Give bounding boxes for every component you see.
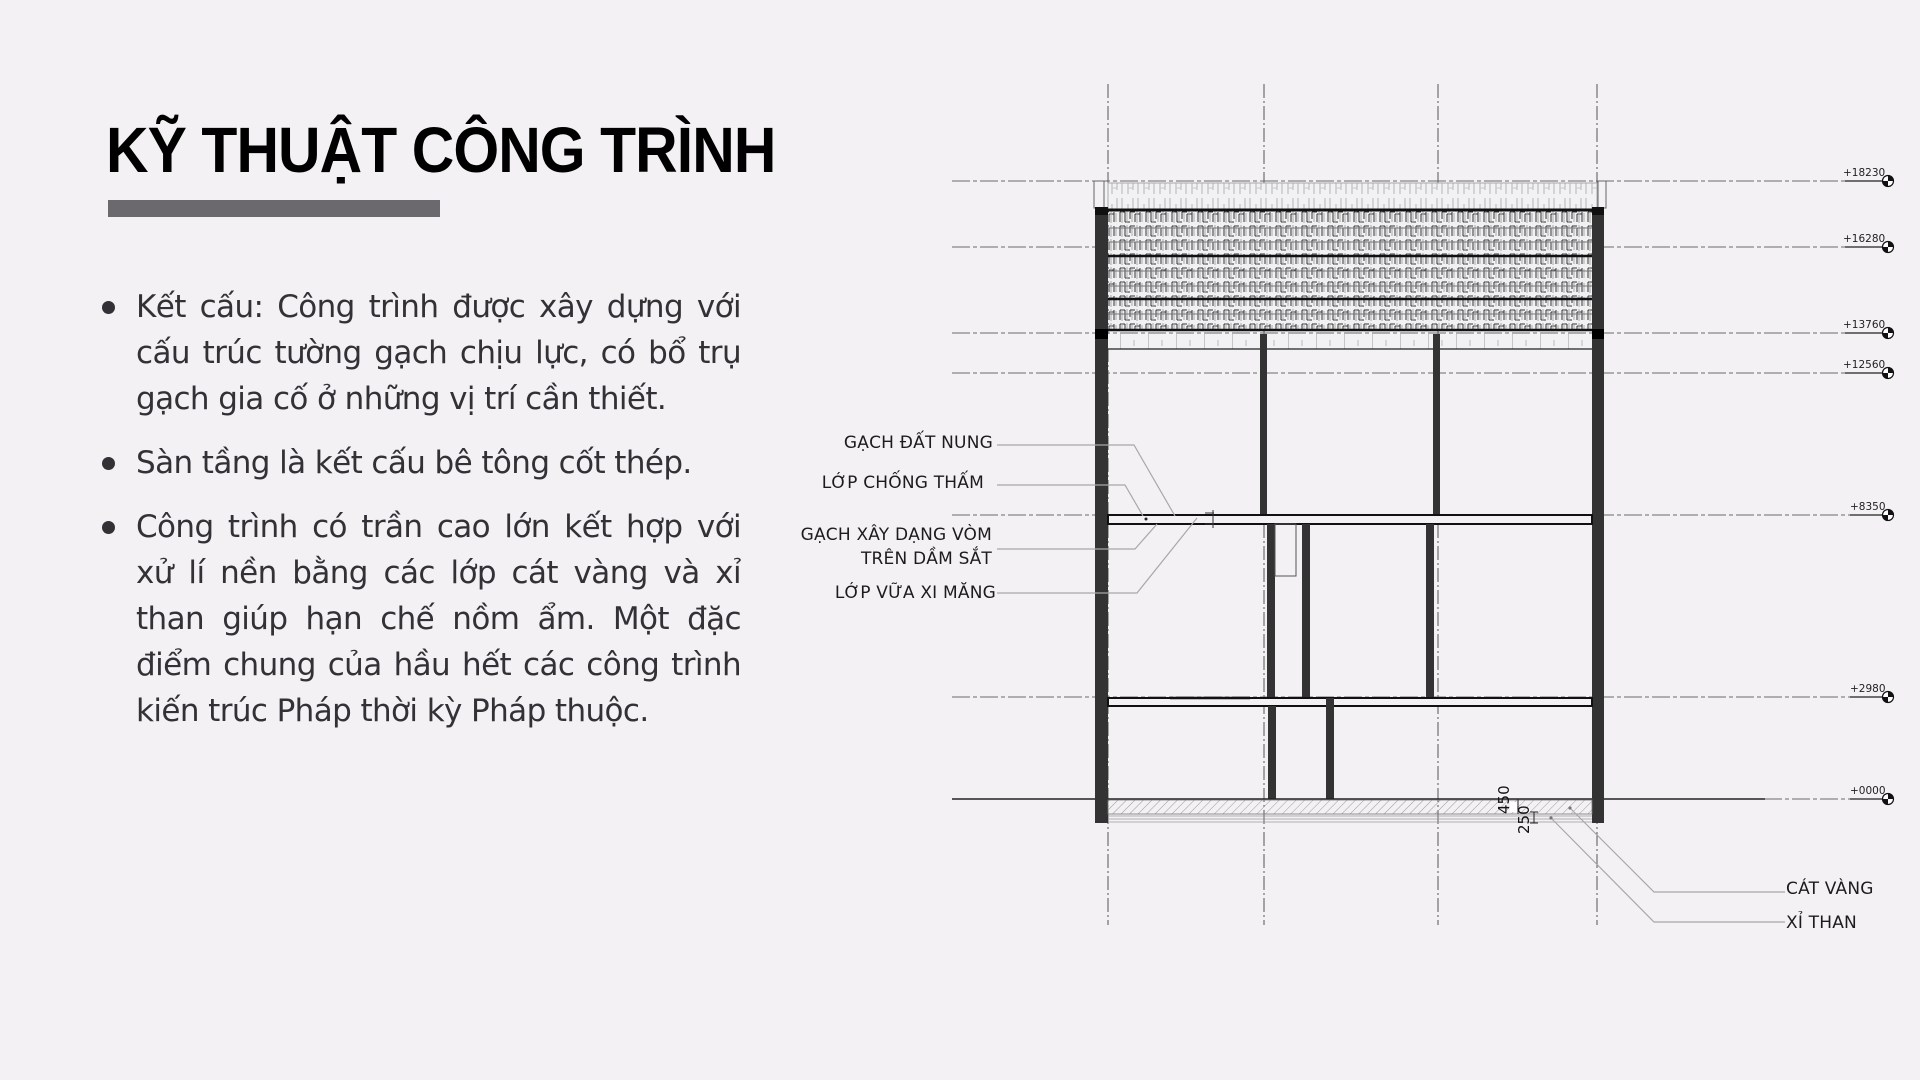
elevation-label: +0000 bbox=[1850, 785, 1886, 797]
label-cat-vang: CÁT VÀNG bbox=[1786, 879, 1874, 899]
elevation-label: +16280 bbox=[1843, 233, 1886, 245]
label-xi-than: XỈ THAN bbox=[1786, 913, 1857, 933]
dimension-250: 250 bbox=[1515, 805, 1533, 834]
label-gach-dat-nung: GẠCH ĐẤT NUNG bbox=[843, 433, 993, 453]
dimension-450: 450 bbox=[1495, 785, 1513, 814]
label-lop-vua-xi-mang: LỚP VỮA XI MĂNG bbox=[834, 583, 996, 603]
bullet-text: Kết cấu: Công trình được xây dựng với cấu trúc tường gạch chịu lực, có bổ trụ gạch gia cố ở những vị trí cần thiết. bbox=[136, 289, 741, 417]
elevation-label: +8350 bbox=[1850, 501, 1886, 513]
bullet-text: Công trình có trần cao lớn kết hợp với xử lí nền bằng các lớp cát vàng và xỉ than giúp hạn chế nồm ẩm. Một đặc điểm chung của hầu hết các công trình kiến trúc Pháp thời kỳ Pháp thuộc. bbox=[136, 509, 741, 729]
elevation-label: +18230 bbox=[1843, 167, 1886, 179]
label-gach-xay-dang-vom: GẠCH XÂY DẠNG VÒM TRÊN DẦM SẮT bbox=[800, 525, 992, 569]
bullet-text: Sàn tầng là kết cấu bê tông cốt thép. bbox=[136, 445, 692, 481]
label-lop-chong-tham: LỚP CHỐNG THẤM bbox=[821, 473, 984, 493]
elevation-label: +13760 bbox=[1843, 319, 1886, 331]
elevation-label: +12560 bbox=[1843, 359, 1886, 371]
elevation-label: +2980 bbox=[1850, 683, 1886, 695]
slide-title: KỸ THUẬT CÔNG TRÌNH bbox=[106, 114, 776, 186]
elevation-markers bbox=[1845, 176, 1894, 805]
right-leader-lines bbox=[1551, 808, 1785, 922]
